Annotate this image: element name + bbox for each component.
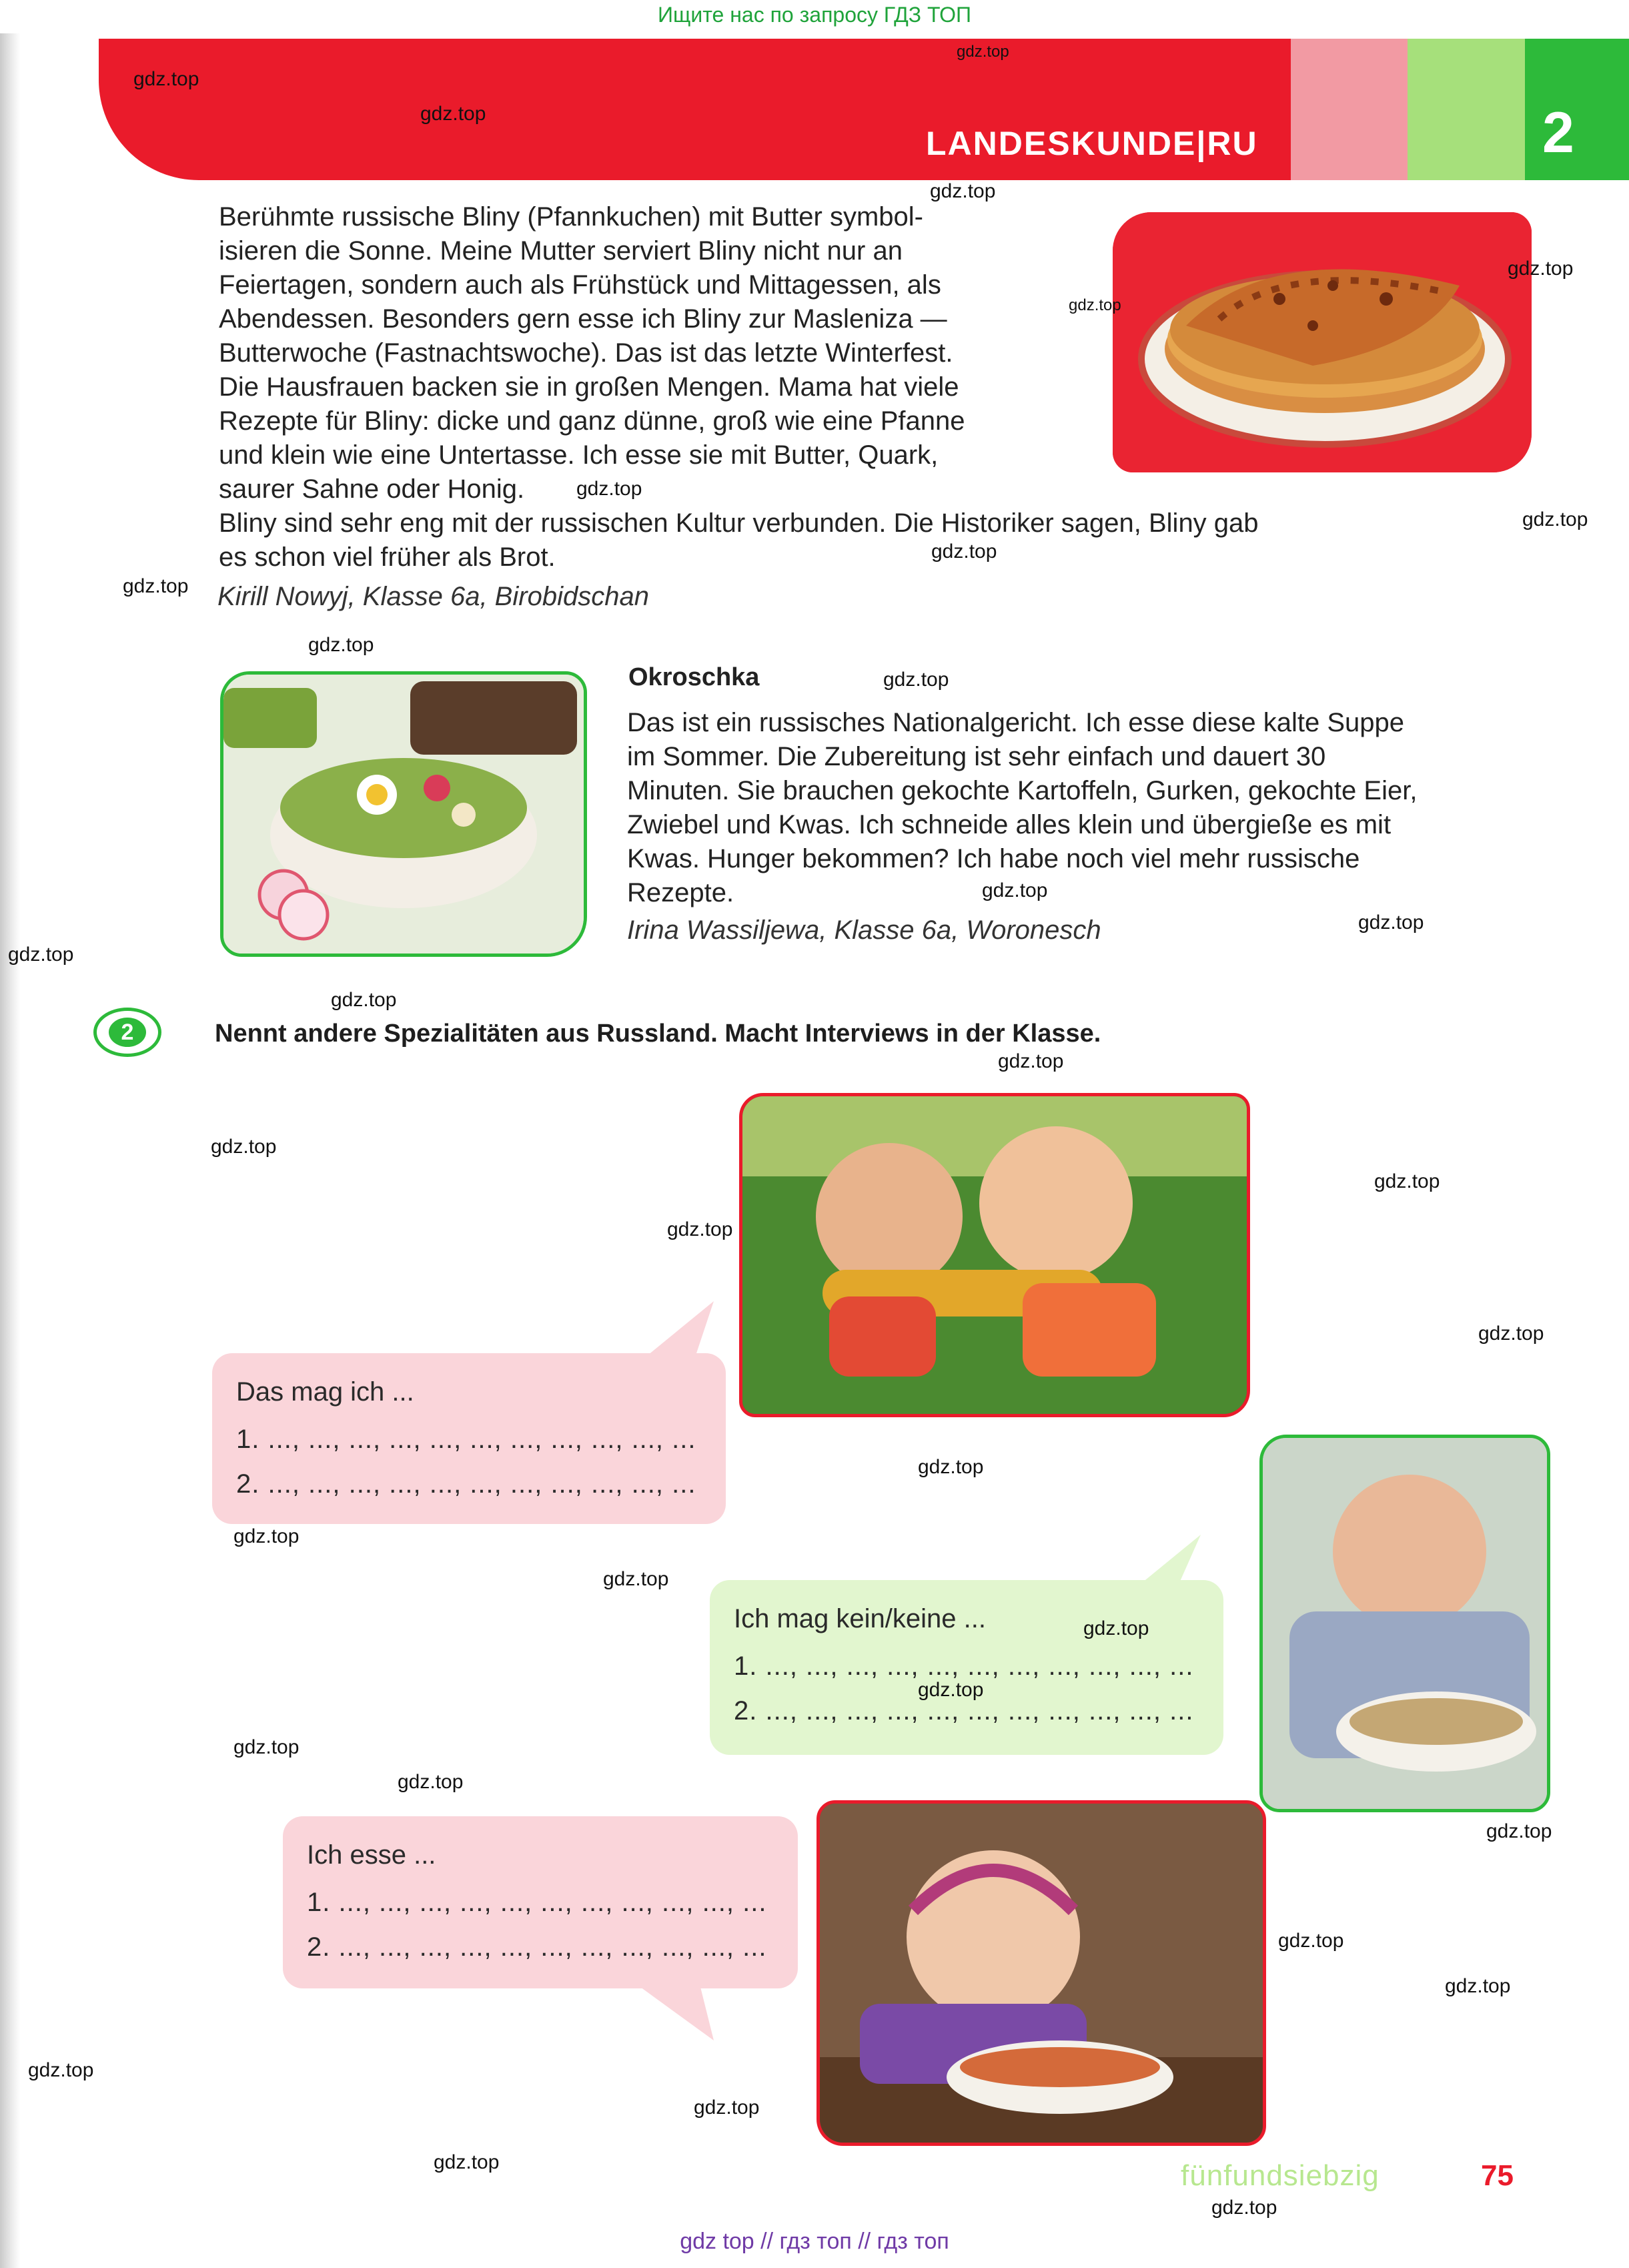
boys-eating-corn-illustration: [742, 1096, 1247, 1414]
bliny-photo: [1113, 212, 1532, 472]
section-title-landeskunde: LANDESKUNDE|RU: [926, 125, 1258, 162]
okroschka-author: Irina Wassiljewa, Klasse 6a, Woronesch: [627, 915, 1101, 945]
boys-corn-photo: [739, 1093, 1250, 1417]
exercise-number-badge: [93, 1008, 161, 1057]
watermark: gdz.top: [1211, 2197, 1277, 2219]
watermark: gdz.top: [1374, 1170, 1440, 1192]
bubble-heading: Das mag ich ...: [236, 1377, 414, 1407]
watermark: gdz.top: [930, 180, 996, 202]
okroschka-photo: [220, 671, 587, 957]
watermark: gdz.top: [133, 68, 199, 90]
bubble-heading: Ich esse ...: [307, 1840, 436, 1870]
answer-line: 2. ..., ..., ..., ..., ..., ..., ..., ..., ..., ..., ...: [734, 1696, 1194, 1726]
bliny-line: Berühmte russische Bliny (Pfannkuchen) mit Butter symbol-: [219, 202, 923, 232]
watermark: gdz.top: [1278, 1930, 1344, 1952]
bliny-line: es schon viel früher als Brot.: [219, 542, 556, 572]
watermark: gdz.top: [1508, 258, 1574, 280]
bliny-line: Bliny sind sehr eng mit der russischen Kultur verbunden. Die Historiker sagen, Bliny gab: [219, 508, 1259, 538]
watermark: gdz.top: [694, 2097, 760, 2119]
bliny-line: saurer Sahne oder Honig.: [219, 474, 525, 504]
watermark: gdz.top: [883, 669, 949, 691]
watermark: gdz.top: [1445, 1975, 1511, 1997]
watermark: gdz.top: [1358, 911, 1424, 933]
page-number-word: fünfundsiebzig: [1181, 2159, 1380, 2192]
bubble-heading: Ich mag kein/keine ...: [734, 1604, 986, 1633]
watermark: gdz.top: [918, 1456, 984, 1478]
watermark: gdz.top: [1069, 296, 1121, 314]
bliny-line: Feiertagen, sondern auch als Frühstück und Mittagessen, als: [219, 270, 941, 300]
watermark: gdz.top: [331, 989, 397, 1011]
watermark: gdz.top: [28, 2059, 94, 2081]
header-stripe-light-green: [1408, 39, 1525, 180]
watermark: gdz.top: [1522, 508, 1588, 530]
watermark: gdz.top: [931, 540, 997, 562]
okroschka-line: Rezepte.: [627, 878, 734, 907]
pancake-illustration: [1113, 212, 1532, 472]
watermark: gdz.top: [123, 575, 189, 597]
bubble-tail-dislikes: [1127, 1535, 1207, 1595]
header-stripe-green: [1525, 39, 1629, 180]
bliny-line: und klein wie eine Untertasse. Ich esse sie mit Butter, Quark,: [219, 440, 939, 470]
bubble-tail-likes: [640, 1301, 720, 1361]
watermark: gdz.top: [667, 1218, 733, 1240]
bliny-line: Die Hausfrauen backen sie in großen Mengen. Mama hat viele: [219, 372, 959, 402]
watermark: gdz.top: [957, 43, 1009, 61]
bliny-line: Abendessen. Besonders gern esse ich Bliny zur Masleniza —: [219, 304, 947, 334]
girl-soup-photo: [817, 1800, 1266, 2146]
watermark: gdz.top: [434, 2151, 500, 2173]
watermark: gdz.top: [420, 103, 486, 125]
watermark: gdz.top: [233, 1736, 300, 1758]
boy-soup-photo: [1259, 1435, 1550, 1812]
watermark: gdz.top: [308, 634, 374, 656]
soup-bowl-illustration: [223, 675, 584, 954]
exercise-task: Nennt andere Spezialitäten aus Russland. Macht Interviews in der Klasse.: [215, 1020, 1101, 1048]
footer-links: gdz top // гдз топ // гдз топ: [680, 2229, 949, 2254]
chapter-number: 2: [1542, 101, 1574, 165]
speech-bubble-likes: [212, 1353, 726, 1524]
answer-line: 2. ..., ..., ..., ..., ..., ..., ..., ..., ..., ..., ...: [236, 1469, 696, 1499]
watermark: gdz.top: [998, 1050, 1064, 1072]
okroschka-line: im Sommer. Die Zubereitung ist sehr einfach und dauert 30: [627, 742, 1326, 771]
page-number: 75: [1481, 2159, 1514, 2192]
watermark: gdz.top: [603, 1568, 669, 1590]
okroschka-line: Das ist ein russisches Nationalgericht. Ich esse diese kalte Suppe: [627, 708, 1405, 737]
bliny-line: Rezepte für Bliny: dicke und ganz dünne, groß wie eine Pfanne: [219, 406, 965, 436]
search-notice: Ищите нас по запросу ГДЗ ТОП: [658, 3, 971, 27]
boy-with-soup-illustration: [1263, 1438, 1547, 1809]
exercise-number: 2: [109, 1018, 146, 1047]
watermark: gdz.top: [1486, 1820, 1552, 1842]
answer-line: 2. ..., ..., ..., ..., ..., ..., ..., ..., ..., ..., ...: [307, 1932, 767, 1962]
speech-bubble-dislikes: [710, 1580, 1223, 1755]
okroschka-title: Okroschka: [628, 663, 760, 691]
watermark: gdz.top: [1083, 1617, 1149, 1639]
book-spine-shadow: [0, 33, 20, 2268]
okroschka-line: Zwiebel und Kwas. Ich schneide alles klein und übergieße es mit: [627, 810, 1392, 839]
watermark: gdz.top: [1478, 1322, 1544, 1345]
okroschka-paragraph: [627, 706, 1534, 910]
bliny-author: Kirill Nowyj, Klasse 6a, Birobidschan: [217, 582, 649, 611]
watermark: gdz.top: [576, 478, 642, 500]
watermark: gdz.top: [982, 879, 1048, 901]
bubble-tail-eats: [640, 1987, 727, 2047]
speech-bubble-eats: [283, 1816, 798, 1988]
bliny-line: isieren die Sonne. Meine Mutter serviert Bliny nicht nur an: [219, 236, 903, 266]
watermark: gdz.top: [8, 943, 74, 966]
answer-line: 1. ..., ..., ..., ..., ..., ..., ..., ..., ..., ..., ...: [307, 1888, 767, 1917]
girl-with-soup-illustration: [820, 1804, 1263, 2143]
answer-line: 1. ..., ..., ..., ..., ..., ..., ..., ..., ..., ..., ...: [236, 1425, 696, 1454]
bliny-line: Butterwoche (Fastnachtswoche). Das ist das letzte Winterfest.: [219, 338, 953, 368]
watermark: gdz.top: [398, 1771, 464, 1793]
okroschka-line: Kwas. Hunger bekommen? Ich habe noch viel mehr russische: [627, 844, 1360, 873]
okroschka-line: Minuten. Sie brauchen gekochte Kartoffeln, Gurken, gekochte Eier,: [627, 776, 1418, 805]
header-stripe-pink: [1291, 39, 1408, 180]
answer-line: 1. ..., ..., ..., ..., ..., ..., ..., ..., ..., ..., ...: [734, 1651, 1194, 1681]
watermark: gdz.top: [211, 1136, 277, 1158]
watermark: gdz.top: [918, 1679, 984, 1701]
watermark: gdz.top: [233, 1525, 300, 1547]
